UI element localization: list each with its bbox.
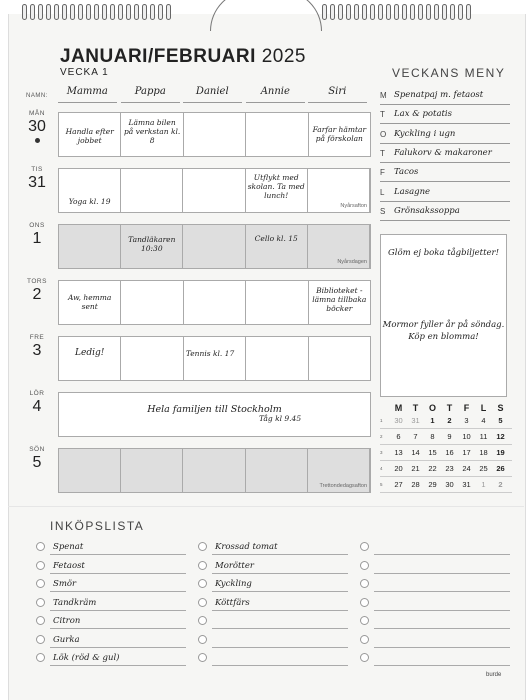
writing-line (50, 554, 186, 555)
calendar-day: 11 (479, 432, 488, 441)
calendar-day: 6 (396, 432, 401, 441)
menu-day-letter: F (380, 168, 385, 178)
checkbox[interactable] (36, 579, 45, 588)
shopping-item (36, 558, 186, 577)
writing-line (50, 610, 186, 611)
calendar-weekday-header: T (446, 403, 453, 413)
calendar-week-row (380, 429, 512, 445)
day-cell[interactable]: Farfar hämtar på förskolan (312, 125, 367, 143)
spiral-coil (458, 4, 463, 20)
spiral-coil (354, 4, 359, 20)
day-cell[interactable] (121, 449, 183, 492)
spiral-binding-left (22, 4, 174, 20)
checkbox[interactable] (360, 561, 369, 570)
day-label (24, 278, 50, 304)
checkbox[interactable] (36, 598, 45, 607)
year: 2025 (261, 46, 306, 67)
writing-line (50, 628, 186, 629)
spiral-coil (46, 4, 51, 20)
day-name: MÅN (29, 110, 45, 117)
calendar-day: 25 (479, 464, 488, 473)
column-header-person: Mamma (58, 86, 117, 103)
shopping-item (198, 539, 348, 558)
calendar-day: 28 (411, 480, 420, 489)
day-number: 2 (32, 286, 42, 303)
checkbox[interactable] (36, 561, 45, 570)
calendar-day: 24 (462, 464, 471, 473)
shopping-item (360, 539, 510, 558)
writing-line (50, 665, 186, 666)
calendar-day: 26 (496, 464, 505, 473)
day-number: 1 (32, 230, 42, 247)
spiral-coil (394, 4, 399, 20)
shopping-item (360, 576, 510, 595)
month-title: JANUARI/FEBRUARI (60, 46, 256, 67)
shopping-item-text: Spenat (53, 542, 84, 552)
day-cell[interactable] (183, 449, 245, 492)
day-cell[interactable] (184, 113, 246, 156)
writing-line (374, 573, 510, 574)
calendar-day: 8 (430, 432, 435, 441)
holiday-note: Trettondedagsafton (319, 483, 367, 489)
menu-item (380, 86, 510, 105)
menu-day-letter: L (380, 187, 385, 197)
day-row (58, 336, 371, 381)
brand-logo: burde (486, 672, 502, 678)
calendar-day: 9 (447, 432, 452, 441)
shopping-item (360, 632, 510, 651)
shopping-item-text: Morötter (215, 560, 254, 571)
day-label (24, 446, 50, 472)
calendar-week-row (380, 461, 512, 477)
shopping-item-text: Köttfärs (215, 597, 250, 608)
writing-line (212, 647, 348, 648)
page-title (60, 46, 306, 68)
day-name: LÖR (29, 390, 45, 397)
calendar-day: 13 (394, 448, 403, 457)
calendar-day: 27 (394, 480, 403, 489)
shopping-item (36, 632, 186, 651)
shopping-item-text: Tandkräm (53, 597, 97, 608)
spiral-coil (86, 4, 91, 20)
day-entry: Tåg kl 9.45 (259, 414, 302, 423)
shopping-column (198, 539, 348, 669)
spiral-coil (402, 4, 407, 20)
calendar-day: 19 (496, 448, 505, 457)
shopping-item (198, 595, 348, 614)
shopping-item (360, 595, 510, 614)
spiral-coil (150, 4, 155, 20)
calendar-week-number: 4 (380, 466, 383, 471)
day-cell[interactable] (121, 169, 183, 212)
calendar-day: 2 (447, 416, 452, 425)
day-name: TIS (31, 166, 43, 173)
shopping-item (360, 558, 510, 577)
names-label: NAMN: (26, 93, 48, 99)
menu-day-letter: S (380, 206, 386, 216)
calendar-day: 15 (428, 448, 437, 457)
calendar-day: 5 (498, 416, 503, 425)
day-name: ONS (29, 222, 45, 229)
checkbox[interactable] (36, 635, 45, 644)
spiral-coil (38, 4, 43, 20)
calendar-day: 29 (428, 480, 437, 489)
shopping-item-text: Smör (53, 579, 77, 589)
shopping-item (360, 650, 510, 669)
shopping-list-title: INKÖPSLISTA (50, 519, 145, 533)
writing-line (212, 554, 348, 555)
spiral-coil (118, 4, 123, 20)
calendar-day: 2 (498, 480, 503, 489)
calendar-day: 21 (411, 464, 420, 473)
calendar-weekday-header: M (394, 403, 403, 413)
day-cell[interactable] (59, 393, 370, 436)
spiral-coil (434, 4, 439, 20)
day-number: 3 (32, 342, 42, 359)
day-label (24, 390, 50, 416)
spiral-coil (442, 4, 447, 20)
day-cell[interactable]: Tennis kl. 17 (184, 337, 246, 380)
shopping-item-text: Gurka (53, 634, 80, 645)
writing-line (50, 573, 186, 574)
menu-dish: Lasagne (394, 186, 431, 197)
writing-line (374, 591, 510, 592)
day-name: FRE (29, 334, 45, 341)
calendar-day: 10 (462, 432, 471, 441)
notes-box (380, 234, 507, 397)
day-row (58, 224, 371, 269)
mini-calendar (380, 403, 512, 493)
day-name: TORS (27, 278, 47, 285)
calendar-week-number: 1 (380, 418, 383, 423)
calendar-day: 20 (394, 464, 403, 473)
calendar-day: 1 (430, 416, 435, 425)
checkbox[interactable] (36, 653, 45, 662)
spiral-coil (54, 4, 59, 20)
spiral-coil (134, 4, 139, 20)
spiral-coil (94, 4, 99, 20)
menu-day-letter: O (380, 129, 387, 139)
day-row (58, 168, 371, 213)
calendar-day: 16 (445, 448, 454, 457)
spiral-coil (378, 4, 383, 20)
shopping-item (36, 650, 186, 669)
day-cell[interactable] (246, 113, 308, 156)
writing-line (374, 647, 510, 648)
day-cell[interactable] (309, 337, 370, 380)
column-header-person: Annie (246, 86, 305, 103)
calendar-weekday-header: F (463, 403, 470, 413)
checkbox[interactable] (198, 542, 207, 551)
menu-item (380, 144, 510, 163)
menu-day-letter: M (380, 91, 387, 100)
shopping-column (36, 539, 186, 669)
day-label (24, 110, 50, 143)
writing-line (50, 647, 186, 648)
checkbox[interactable] (36, 616, 45, 625)
day-cell[interactable]: Tandläkaren 10:30 (121, 225, 183, 268)
shopping-item (198, 650, 348, 669)
day-row (58, 448, 371, 493)
calendar-week-row (380, 477, 512, 493)
calendar-weekday-header: T (412, 403, 419, 413)
spiral-coil (466, 4, 471, 20)
calendar-weekday-header: S (497, 403, 504, 413)
spiral-coil (330, 4, 335, 20)
calendar-day: 3 (464, 416, 469, 425)
day-cell[interactable]: Biblioteket - lämna tillbaka böcker (312, 286, 367, 313)
column-header-person: Daniel (183, 86, 242, 103)
checkbox[interactable] (360, 542, 369, 551)
spiral-coil (338, 4, 343, 20)
shopping-item-text: Citron (53, 616, 81, 626)
day-entry: Hela familjen till Stockholm (147, 404, 282, 415)
day-cell[interactable] (183, 169, 245, 212)
menu-dish: Lax & potatis (394, 109, 453, 120)
calendar-day: 18 (479, 448, 488, 457)
checkbox[interactable] (198, 561, 207, 570)
calendar-week-number: 3 (380, 450, 383, 455)
calendar-week-number: 5 (380, 482, 383, 487)
shopping-item (360, 613, 510, 632)
shopping-item-text: Lök (röd & gul) (53, 653, 120, 663)
spiral-coil (62, 4, 67, 20)
writing-line (212, 610, 348, 611)
day-label (24, 334, 50, 360)
day-cell[interactable] (121, 337, 183, 380)
calendar-weekday-header: O (428, 403, 436, 413)
writing-line (374, 610, 510, 611)
spiral-coil (362, 4, 367, 20)
divider (8, 506, 524, 507)
writing-line (50, 591, 186, 592)
menu-item (380, 163, 510, 182)
calendar-day: 22 (428, 464, 437, 473)
checkbox[interactable] (360, 635, 369, 644)
calendar-day: 23 (445, 464, 454, 473)
shopping-column (360, 539, 510, 669)
shopping-item (198, 613, 348, 632)
day-number: 31 (28, 174, 46, 191)
spiral-coil (102, 4, 107, 20)
day-row (58, 280, 371, 325)
calendar-day: 17 (462, 448, 471, 457)
day-cell[interactable] (246, 449, 308, 492)
menu-day-letter: T (380, 148, 385, 158)
shopping-item-text: Krossad tomat (215, 542, 278, 552)
spiral-coil (386, 4, 391, 20)
calendar-day: 31 (411, 416, 420, 425)
day-cell[interactable] (59, 449, 121, 492)
calendar-week-number: 2 (380, 434, 383, 439)
menu-dish: Kyckling i ugn (394, 128, 456, 139)
day-cell[interactable] (59, 225, 121, 268)
day-cell[interactable] (121, 281, 183, 324)
menu-item (380, 183, 510, 202)
week-number: VECKA 1 (60, 67, 109, 78)
today-dot (35, 138, 40, 143)
spiral-coil (158, 4, 163, 20)
calendar-day: 12 (496, 432, 505, 441)
checkbox[interactable] (198, 635, 207, 644)
calendar-day: 7 (413, 432, 418, 441)
shopping-item-text: Kyckling (215, 579, 252, 589)
shopping-item (36, 539, 186, 558)
checkbox[interactable] (360, 653, 369, 662)
spiral-coil (346, 4, 351, 20)
note-text: Mormor fyller år på söndag. Köp en blomma! (382, 320, 505, 342)
checkbox[interactable] (198, 616, 207, 625)
day-cell[interactable]: Handla efter jobbet (59, 113, 121, 156)
spiral-coil (322, 4, 327, 20)
menu-title: VECKANS MENY (392, 66, 506, 80)
calendar-week-row (380, 413, 512, 429)
day-name: SÖN (29, 446, 45, 453)
menu-day-letter: T (380, 110, 385, 120)
day-number: 30 (28, 118, 46, 135)
day-cell[interactable]: Utflykt med skolan. Ta med lunch! (246, 169, 308, 212)
calendar-day: 31 (462, 480, 471, 489)
day-cell[interactable] (184, 281, 246, 324)
checkbox[interactable] (198, 598, 207, 607)
day-cell[interactable]: Ledig! (59, 337, 121, 380)
menu-item (380, 202, 510, 221)
menu-dish: Grönsakssoppa (394, 205, 460, 216)
shopping-item (36, 613, 186, 632)
day-cell[interactable]: Aw, hemma sent (59, 281, 121, 324)
column-header-person: Pappa (121, 86, 180, 103)
checkbox[interactable] (360, 598, 369, 607)
day-cell[interactable]: Yoga kl. 19 (59, 169, 121, 212)
spiral-coil (450, 4, 455, 20)
checkbox[interactable] (198, 579, 207, 588)
writing-line (374, 628, 510, 629)
checkbox[interactable] (360, 579, 369, 588)
day-cell[interactable]: Cello kl. 15 (246, 225, 308, 268)
spiral-coil (370, 4, 375, 20)
writing-line (374, 665, 510, 666)
spiral-coil (70, 4, 75, 20)
writing-line (212, 665, 348, 666)
menu-dish: Spenatpaj m. fetaost (394, 90, 484, 100)
writing-line (212, 573, 348, 574)
checkbox[interactable] (198, 653, 207, 662)
calendar-day: 4 (481, 416, 486, 425)
hanger-wire (210, 0, 322, 31)
menu-item (380, 105, 510, 124)
calendar-weekday-header: L (480, 403, 487, 413)
shopping-item (198, 576, 348, 595)
checkbox[interactable] (360, 616, 369, 625)
shopping-item (198, 632, 348, 651)
day-cell[interactable] (183, 225, 245, 268)
spiral-coil (22, 4, 27, 20)
calendar-day: 14 (411, 448, 420, 457)
checkbox[interactable] (36, 542, 45, 551)
note-text: Glöm ej boka tågbiljetter! (387, 248, 500, 258)
shopping-item-text: Fetaost (53, 560, 85, 571)
spiral-binding-right (322, 4, 474, 20)
day-cell[interactable]: Lämna bilen på verkstan kl. 8 (121, 113, 183, 156)
day-cell[interactable] (246, 337, 308, 380)
menu-dish: Tacos (394, 167, 419, 178)
day-number: 5 (32, 454, 42, 471)
shopping-item (36, 576, 186, 595)
calendar-week-row (380, 445, 512, 461)
spiral-coil (426, 4, 431, 20)
holiday-note: Nyårsafton (340, 203, 367, 209)
day-cell[interactable] (246, 281, 308, 324)
spiral-coil (78, 4, 83, 20)
spiral-coil (30, 4, 35, 20)
writing-line (212, 628, 348, 629)
day-label (24, 166, 50, 192)
day-row (58, 392, 371, 437)
day-row (58, 112, 371, 157)
shopping-item (198, 558, 348, 577)
column-header-person: Siri (308, 86, 367, 103)
calendar-day: 30 (394, 416, 403, 425)
spiral-coil (142, 4, 147, 20)
menu-dish: Falukorv & makaroner (394, 147, 492, 158)
spiral-coil (410, 4, 415, 20)
spiral-coil (126, 4, 131, 20)
writing-line (374, 554, 510, 555)
spiral-coil (110, 4, 115, 20)
shopping-item (36, 595, 186, 614)
calendar-day: 1 (481, 480, 486, 489)
holiday-note: Nyårsdagen (337, 259, 367, 265)
day-label (24, 222, 50, 248)
day-number: 4 (32, 398, 42, 415)
calendar-day: 30 (445, 480, 454, 489)
spiral-coil (418, 4, 423, 20)
menu-item (380, 125, 510, 144)
writing-line (212, 591, 348, 592)
spiral-coil (166, 4, 171, 20)
